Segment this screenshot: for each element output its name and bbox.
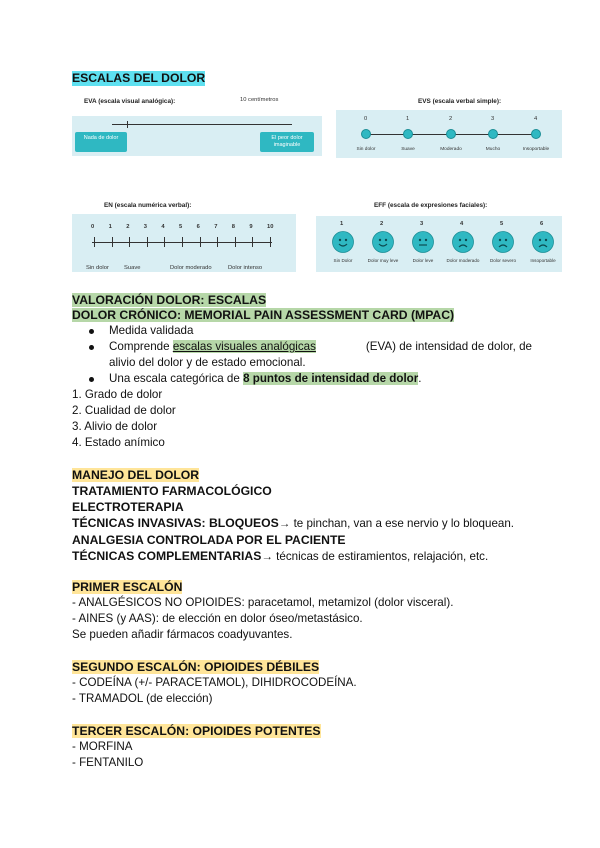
face-icon (492, 231, 514, 253)
en-number: 7 (214, 224, 218, 230)
valoracion-section (72, 293, 532, 451)
eva-link[interactable]: escalas visuales analógicas (172, 340, 316, 353)
en-number: 1 (108, 224, 112, 230)
evs-point-dot (531, 129, 541, 139)
manejo-heading: MANEJO DEL DOLOR (72, 468, 200, 482)
en-tick (129, 237, 130, 247)
valoracion-heading: VALORACIÓN DOLOR: ESCALAS (72, 293, 267, 307)
en-number: 8 (231, 224, 236, 230)
evs-point-num: 2 (449, 116, 453, 122)
en-group-2: Dolor moderado (170, 265, 212, 271)
evs-point-dot (403, 129, 413, 139)
eff-face-num: 6 (540, 221, 544, 227)
primer-heading: PRIMER ESCALÓN (72, 580, 183, 594)
eff-face-num: 4 (460, 221, 464, 227)
eff-face-num: 3 (420, 221, 424, 227)
en-group-3: Dolor intenso (228, 265, 263, 271)
eff-face-label: Dolor moderado (446, 258, 480, 263)
eva-right-box: El peor dolor imaginable (260, 132, 314, 152)
face-icon (332, 231, 354, 253)
en-tick (147, 237, 148, 247)
segundo-section: SEGUNDO ESCALÓN: OPIOIDES DÉBILES - CODEÍNA (+/- PARACETAMOL), DIHIDROCODEÍNA. - TRAMADOL (de elección) (72, 660, 357, 705)
en-group-0: Sin dolor (86, 265, 109, 271)
evs-point-num: 4 (534, 116, 538, 122)
evs-point-num: 0 (364, 116, 368, 122)
en-tick (252, 237, 253, 247)
mpac-heading: DOLOR CRÓNICO: MEMORIAL PAIN ASSESSMENT CARD (MPAC) (72, 308, 455, 322)
evs-point-num: 1 (406, 116, 410, 122)
eff-face-label: Dolor leve (412, 258, 434, 263)
evs-point-num: 3 (491, 116, 495, 122)
en-label: EN (escala numérica verbal): (104, 202, 192, 209)
eff-face-num: 5 (500, 221, 504, 227)
eff-face-num: 2 (380, 221, 384, 227)
tercer-section: TERCER ESCALÓN: OPIOIDES POTENTES - MORFINA - FENTANILO (72, 724, 321, 769)
eff-face-num: 1 (340, 221, 344, 227)
eva-left-box: Nada de dolor (75, 132, 127, 152)
en-number: 9 (249, 224, 253, 230)
eff-face-label: Dolor severo (489, 258, 517, 263)
list-item: Medida validada (72, 323, 532, 339)
en-number: 2 (126, 224, 130, 230)
en-tick (270, 237, 271, 247)
en-panel (72, 214, 296, 272)
eff-face-label: Insoportable (530, 258, 556, 263)
list-item: Una escala categórica de 8 puntos de intensidad de dolor. (72, 371, 532, 387)
evs-scale (336, 92, 562, 158)
page-title: ESCALAS DEL DOLOR (72, 71, 206, 85)
en-number: 10 (267, 224, 274, 230)
en-number: 3 (143, 224, 148, 230)
en-tick (217, 237, 218, 247)
manejo-section: MANEJO DEL DOLOR TRATAMIENTO FARMACOLÓGICO ELECTROTERAPIA TÉCNICAS INVASIVAS: BLOQUEOS→ te pinchan, van a ese nervio y lo bloquean. ANALGESIA CONTROLADA POR EL PACIENTE TÉCNICAS COMPLEMENTARIAS→ técnicas de estiramientos, relajación, etc. (72, 468, 515, 563)
eff-face-label: Dolor muy leve (367, 258, 399, 263)
evs-point-dot (361, 129, 371, 139)
list-item: 4. Estado anímico (72, 436, 165, 449)
evs-point-label: Suave (401, 147, 415, 152)
primer-section: PRIMER ESCALÓN - ANALGÉSICOS NO OPIOIDES: paracetamol, metamizol (dolor visceral). - AINES (y AAS): de elección en dolor óseo/metastásico. Se pueden añadir fármacos coadyuvantes. (72, 580, 454, 641)
en-tick (200, 237, 201, 247)
en-number: 4 (161, 224, 165, 230)
list-item: Comprende escalas visuales analógicas (EVA) de intensidad de dolor, de alivio del dolor y de estado emocional. (72, 339, 532, 371)
eff-face-label: Sin Dolor (333, 258, 353, 263)
list-item: 2. Cualidad de dolor (72, 404, 176, 417)
eva-label: EVA (escala visual analógica): (84, 98, 176, 105)
evs-point-label: Mucho (485, 147, 501, 152)
eva-line (112, 124, 292, 125)
eva-length-label: 10 centímetros (240, 97, 279, 103)
en-number: 6 (196, 224, 200, 230)
list-item: 1. Grado de dolor (72, 388, 163, 401)
evs-point-dot (446, 129, 456, 139)
face-icon (532, 231, 554, 253)
list-item: 3. Alivio de dolor (72, 420, 158, 433)
evs-point-label: Sin dolor (356, 147, 376, 152)
evs-point-label: Moderado (440, 147, 462, 152)
eff-scale (316, 196, 562, 272)
en-number: 5 (179, 224, 183, 230)
en-tick (164, 237, 165, 247)
face-icon (372, 231, 394, 253)
eva-scale (72, 92, 322, 156)
en-tick (182, 237, 183, 247)
en-tick (235, 237, 236, 247)
face-icon (412, 231, 434, 253)
tercer-heading: TERCER ESCALÓN: OPIOIDES POTENTES (72, 724, 321, 738)
evs-point-label: Insoportable (522, 147, 550, 152)
en-group-1: Suave (124, 265, 141, 271)
eff-label: EFF (escala de expresiones faciales): (374, 202, 488, 209)
en-number: 0 (91, 224, 95, 230)
evs-label: EVS (escala verbal simple): (418, 98, 502, 105)
en-scale (72, 196, 296, 272)
en-tick (112, 237, 113, 247)
en-tick (94, 237, 95, 247)
segundo-heading: SEGUNDO ESCALÓN: OPIOIDES DÉBILES (72, 660, 320, 674)
evs-point-dot (488, 129, 498, 139)
face-icon (452, 231, 474, 253)
